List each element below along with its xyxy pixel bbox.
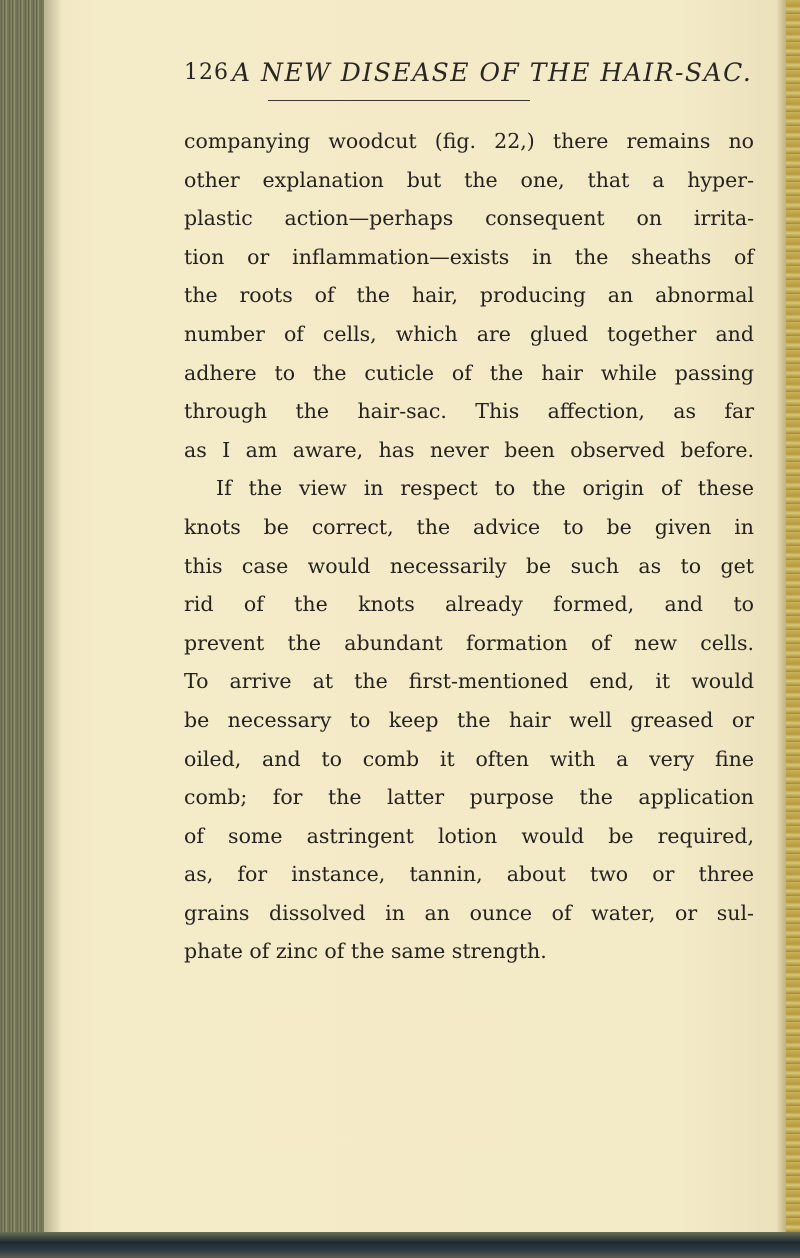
paragraph-start-line: If the view in respect to the origin of these	[216, 476, 754, 501]
text-line: the roots of the hair, producing an abnormal	[184, 283, 754, 308]
text-line: grains dissolved in an ounce of water, or sul-	[184, 900, 754, 925]
page-edge-right	[786, 0, 800, 1258]
header-rule	[268, 100, 530, 101]
book-binding	[0, 0, 44, 1258]
text-line: this case would necessarily be such as to get	[184, 553, 754, 578]
text-line: knots be correct, the advice to be given in	[184, 514, 754, 539]
text-line: other explanation but the one, that a hyper-	[184, 167, 754, 192]
text-line: oiled, and to comb it often with a very fine	[184, 746, 754, 771]
text-line: tion or inflammation—exists in the sheaths of	[184, 244, 754, 269]
page-number: 126	[184, 60, 229, 85]
text-line: as I am aware, has never been observed before.	[184, 437, 754, 462]
text-line: number of cells, which are glued together and	[184, 321, 754, 346]
right-edge-shadow	[776, 0, 786, 1258]
text-line: companying woodcut (fig. 22,) there remains no	[184, 129, 754, 153]
text-line: rid of the knots already formed, and to	[184, 592, 754, 617]
text-line: as, for instance, tannin, about two or three	[184, 862, 754, 887]
page-edge-bottom	[0, 1232, 800, 1258]
text-line: prevent the abundant formation of new cells.	[184, 630, 754, 655]
running-head: A NEW DISEASE OF THE HAIR-SAC.	[232, 58, 753, 87]
text-line: be necessary to keep the hair well greased or	[184, 707, 754, 732]
text-line: of some astringent lotion would be required,	[184, 823, 754, 848]
text-line: adhere to the cuticle of the hair while passing	[184, 360, 754, 385]
text-line: To arrive at the first-mentioned end, it would	[184, 669, 754, 694]
text-line: comb; for the latter purpose the application	[184, 785, 754, 810]
binding-shadow	[40, 0, 62, 1258]
text-line: through the hair-sac. This affection, as far	[184, 399, 754, 424]
page-header	[184, 58, 753, 94]
body-text	[184, 122, 754, 971]
paragraph-end-line: phate of zinc of the same strength.	[184, 939, 547, 964]
text-line: plastic action—perhaps consequent on irrita-	[184, 206, 754, 231]
